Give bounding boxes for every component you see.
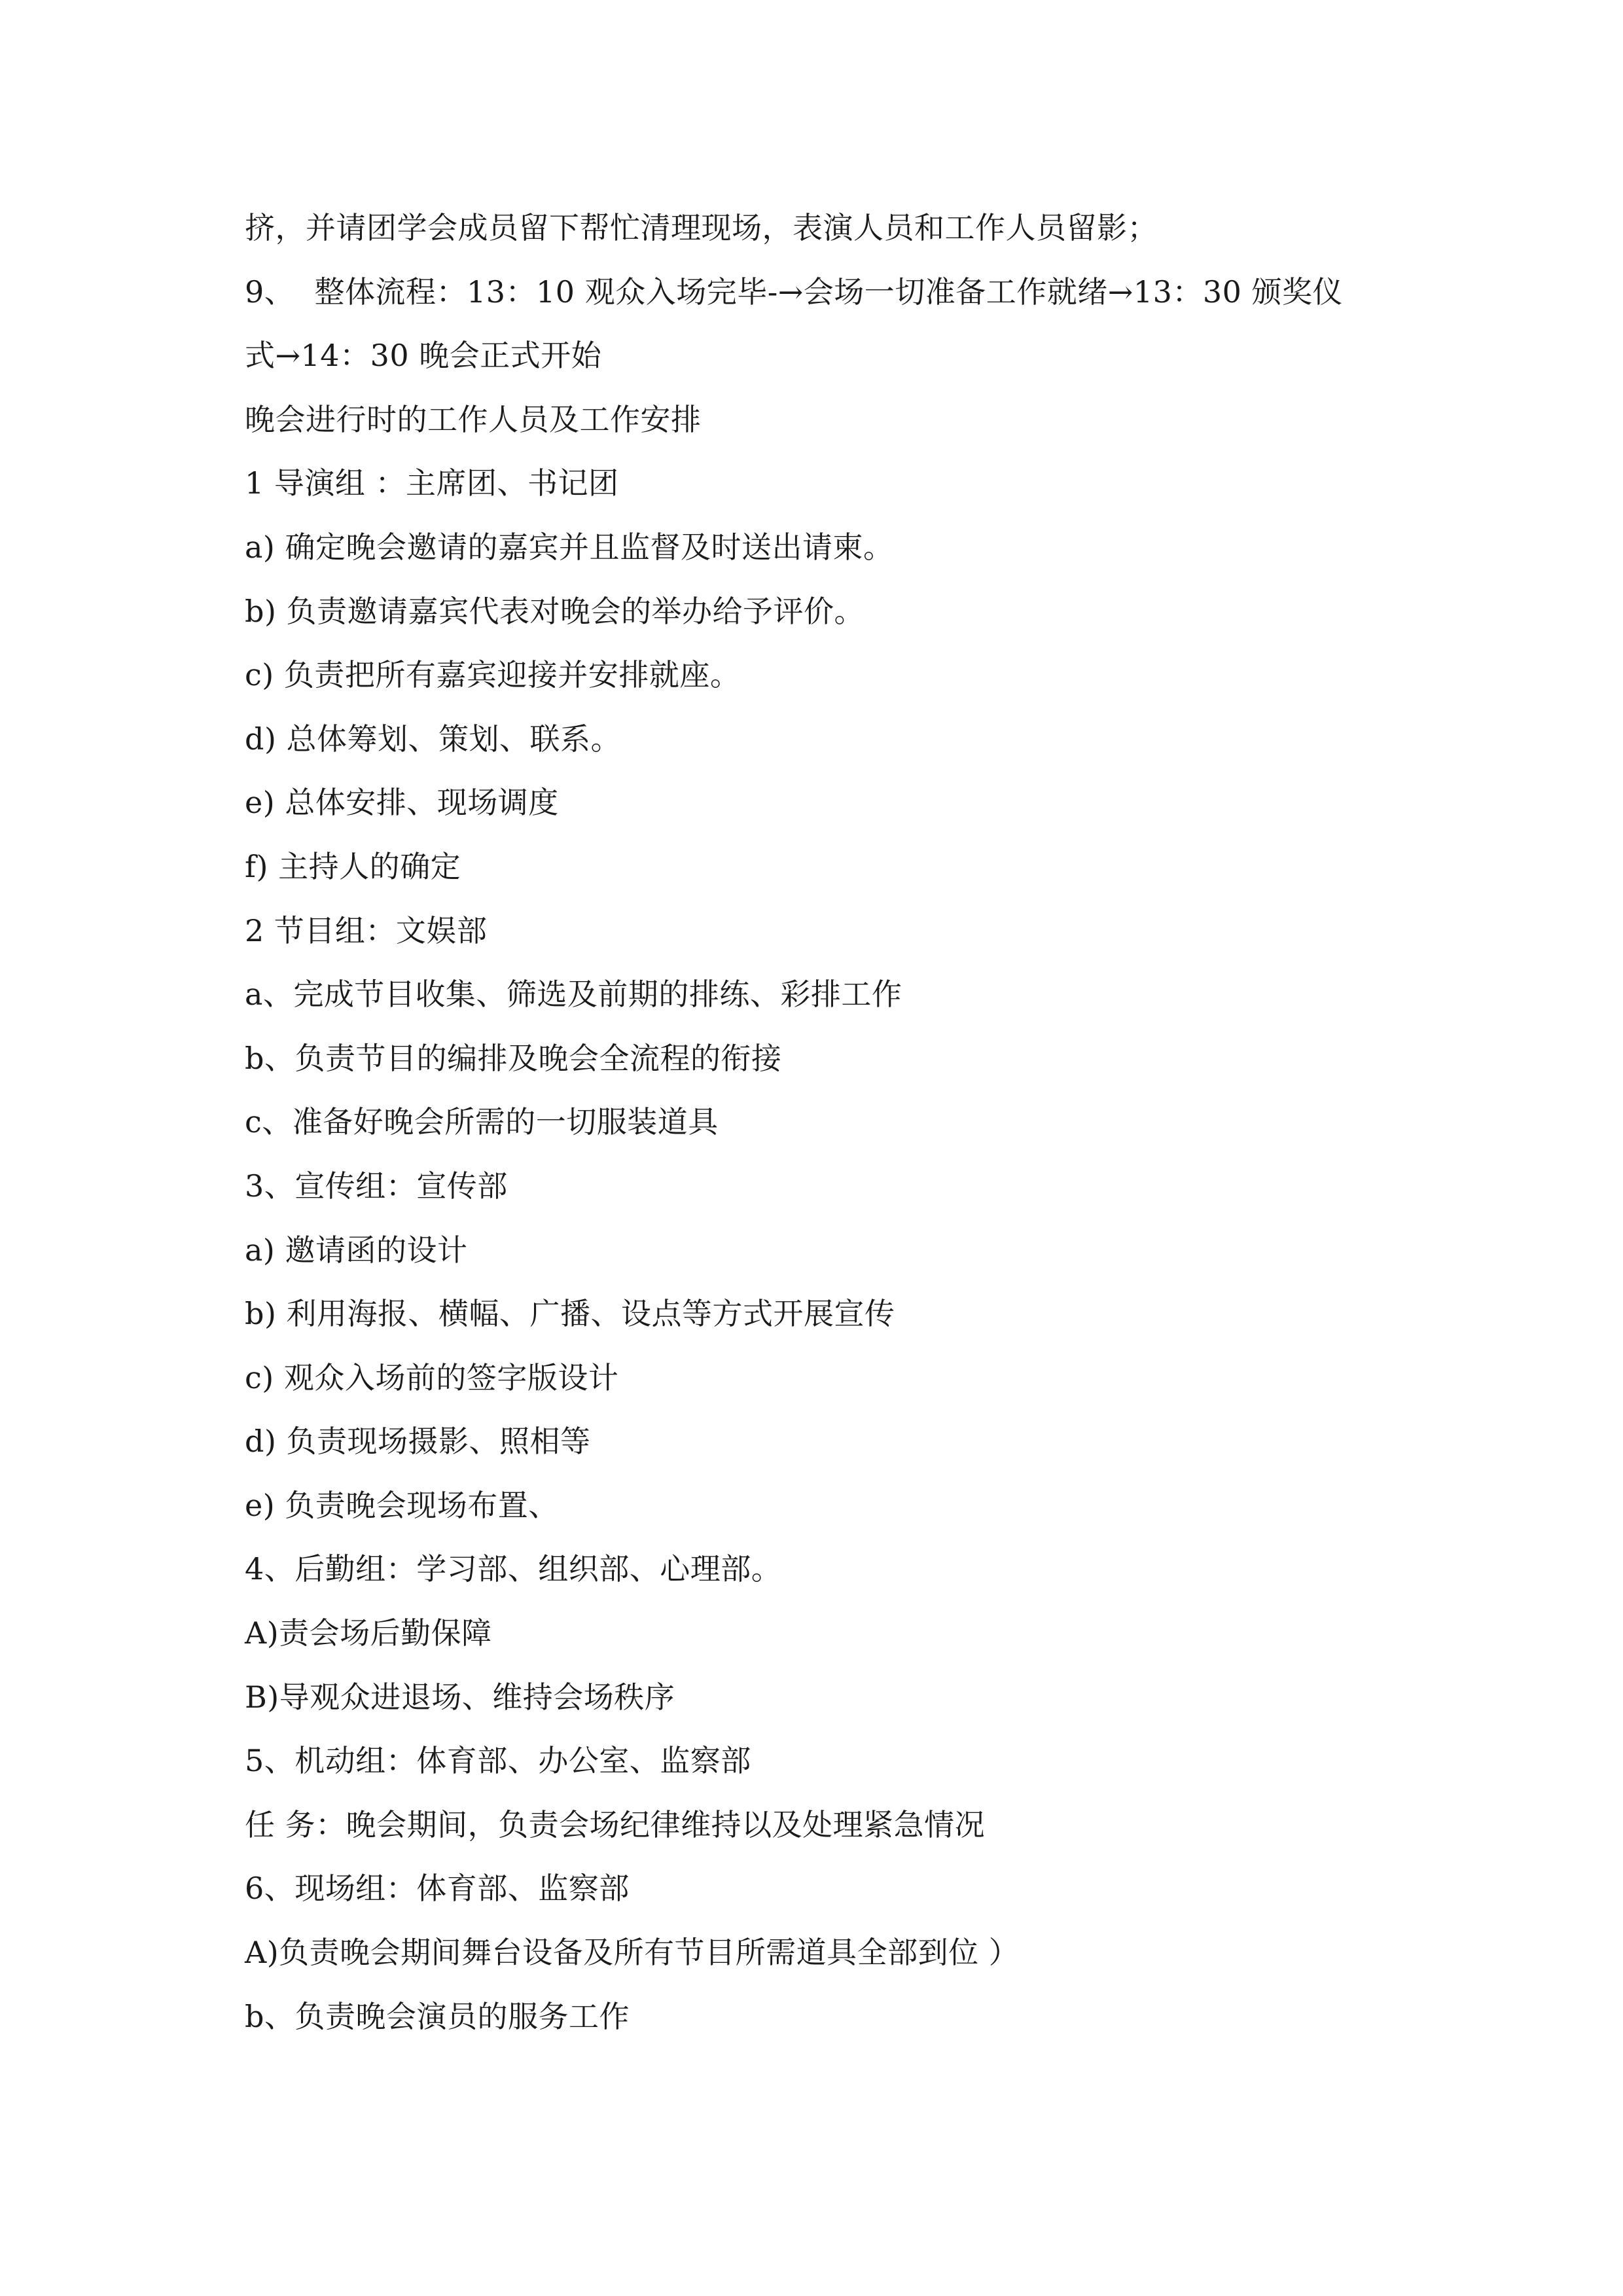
- list-item: A)负责晚会期间舞台设备及所有节目所需道具全部到位 ）: [245, 1935, 1020, 1971]
- group-heading: 2 节目组：文娱部: [245, 912, 488, 948]
- body-text: [245, 196, 1397, 2049]
- task-line: 任 务：晚会期间，负责会场纪律维持以及处理紧急情况: [245, 1806, 986, 1842]
- list-item: f) 主持人的确定: [245, 848, 461, 884]
- group-heading: 1 导演组 ：主席团、书记团: [245, 465, 619, 501]
- group-heading: 5、机动组：体育部、办公室、监察部: [245, 1743, 751, 1779]
- list-item: e) 负责晚会现场布置、: [245, 1487, 559, 1523]
- list-item: e) 总体安排、现场调度: [245, 785, 559, 821]
- list-item: a) 邀请函的设计: [245, 1232, 468, 1268]
- list-item: a) 确定晚会邀请的嘉宾并且监督及时送出请柬。: [245, 529, 894, 565]
- list-item: b) 利用海报、横幅、广播、设点等方式开展宣传: [245, 1296, 895, 1332]
- list-item: c) 负责把所有嘉宾迎接并安排就座。: [245, 657, 741, 693]
- list-item: d) 总体筹划、策划、联系。: [245, 721, 622, 757]
- text-line: 式→14：30 晚会正式开始: [245, 338, 602, 374]
- list-item: b) 负责邀请嘉宾代表对晚会的举办给予评价。: [245, 593, 865, 629]
- list-item: A)责会场后勤保障: [245, 1615, 492, 1651]
- list-item: b、负责晚会演员的服务工作: [245, 1998, 630, 2034]
- group-heading: 3、宣传组：宣传部: [245, 1168, 508, 1204]
- section-heading: 晚会进行时的工作人员及工作安排: [245, 401, 702, 437]
- group-heading: 4、后勤组：学习部、组织部、心理部。: [245, 1551, 782, 1587]
- list-item: d) 负责现场摄影、照相等: [245, 1424, 591, 1460]
- list-item: c、准备好晚会所需的一切服装道具: [245, 1104, 719, 1140]
- text-line: 9、 整体流程：13：10 观众入场完毕-→会场一切准备工作就绪→13：30 颁奖仪: [245, 274, 1344, 310]
- list-item: a、完成节目收集、筛选及前期的排练、彩排工作: [245, 977, 902, 1013]
- text-line: 挤，并请团学会成员留下帮忙清理现场，表演人员和工作人员留影；: [245, 210, 1158, 245]
- list-item: B)导观众进退场、维持会场秩序: [245, 1679, 675, 1715]
- list-item: c) 观众入场前的签字版设计: [245, 1359, 619, 1395]
- group-heading: 6、现场组：体育部、监察部: [245, 1871, 630, 1907]
- list-item: b、负责节目的编排及晚会全流程的衔接: [245, 1040, 782, 1076]
